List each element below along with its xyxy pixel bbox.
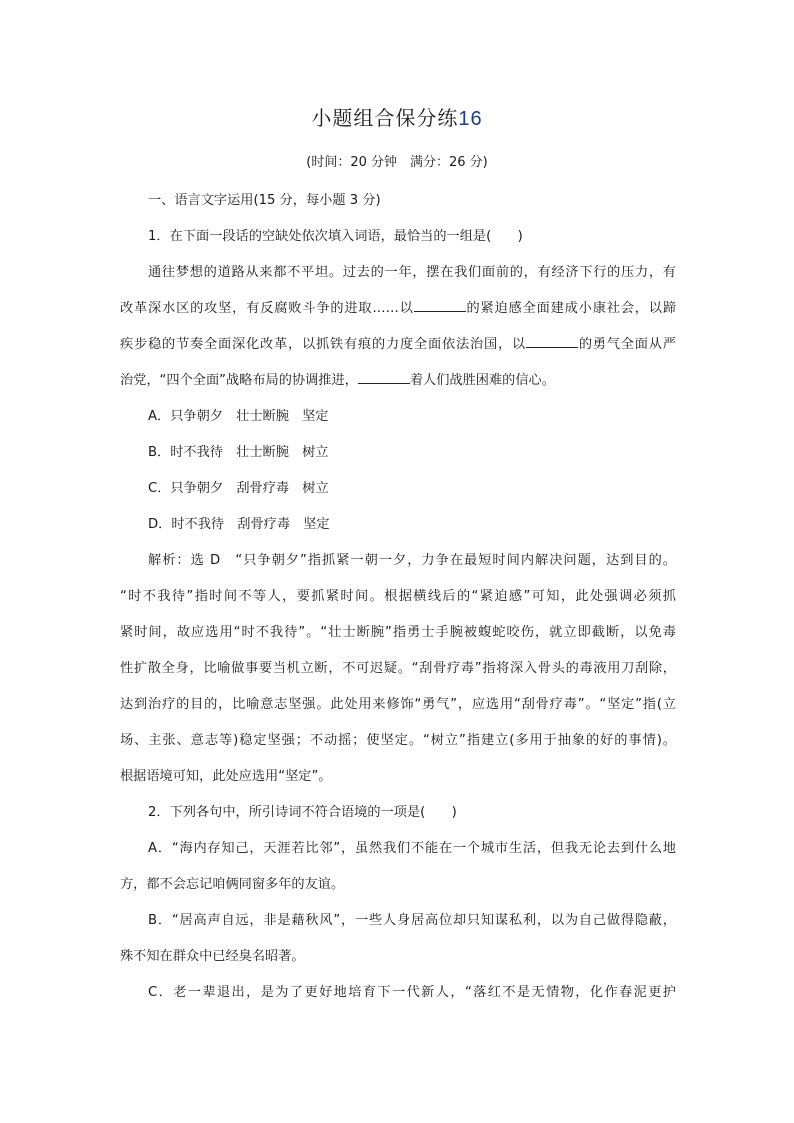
q1-passage-line-3: [120, 333, 676, 352]
q1-option-a: A．只争朝夕 壮士断腕 坚定: [148, 409, 329, 424]
q1-passage-line-1: 通往梦想的道路从来都不平坦。过去的一年，摆在我们面前的，有经济下行的压力，有: [148, 265, 676, 280]
section-heading: 一、语言文字运用(15 分，每小题 3 分): [148, 193, 381, 208]
time-score-info: (时间：20 分钟 满分：26 分): [306, 155, 488, 170]
q1-analysis-line-3: 紧时间，故应选用“时不我待”。“壮士断腕”指勇士手腕被蝮蛇咬伤，就立即截断，以免毒: [120, 625, 676, 640]
q1-analysis-line-6: 场、主张、意志等)稳定坚强；不动摇；使坚定。“树立”指建立(多用于抽象的好的事情)。: [120, 733, 676, 748]
q1-passage-text: 疾步稳的节奏全面深化改革，以抓铁有痕的力度全面依法治国，以: [120, 337, 526, 352]
q1-analysis-line-1: 解析：选 D “只争朝夕”指抓紧一朝一夕，力争在最短时间内解决问题，达到目的。: [148, 553, 676, 568]
page-title: [0, 102, 794, 131]
title-number: 16: [458, 108, 483, 130]
q1-passage-text: 着人们战胜困难的信心。: [409, 373, 555, 388]
q1-analysis-line-5: 达到治疗的目的，比喻意志坚强。此处用来修饰“勇气”，应选用“刮骨疗毒”。“坚定”指(立: [120, 697, 676, 712]
q1-passage-text: 改革深水区的攻坚，有反腐败斗争的进取……以: [120, 301, 414, 316]
q1-passage-line-2: [120, 297, 676, 316]
q2-option-b-line-2: 殊不知在群众中已经臭名昭著。: [120, 949, 305, 964]
q2-option-b-line-1: B．“居高声自远，非是藉秋风”，一些人身居高位却只知谋私利，以为自己做得隐蔽，: [148, 913, 676, 928]
q1-analysis-line-7: 根据语境可知，此处应选用“坚定”。: [120, 769, 332, 784]
q1-option-b: B．时不我待 壮士断腕 树立: [148, 445, 329, 460]
q2-option-a-line-2: 方，都不会忘记咱俩同窗多年的友谊。: [120, 877, 345, 892]
q1-option-c: C．只争朝夕 刮骨疗毒 树立: [148, 481, 329, 496]
q2-option-c-line-1: C．老一辈退出，是为了更好地培育下一代新人，“落红不是无情物，化作春泥更护: [148, 985, 676, 1000]
q1-option-d: D．时不我待 刮骨疗毒 坚定: [148, 517, 330, 532]
q2-option-a-line-1: A．“海内存知己，天涯若比邻”，虽然我们不能在一个城市生活，但我无论去到什么地: [148, 841, 676, 856]
title-text: 小题组合保分练: [311, 106, 459, 130]
question-2-stem: 2．下列各句中，所引诗词不符合语境的一项是( ): [148, 805, 457, 820]
q1-passage-text: 的勇气全面从严: [578, 337, 676, 352]
blank-3: [358, 372, 410, 384]
question-1-stem: 1．在下面一段话的空缺处依次填入词语，最恰当的一组是( ): [148, 229, 523, 244]
q1-analysis-line-4: 性扩散全身，比喻做事要当机立断，不可迟疑。“刮骨疗毒”指将深入骨头的毒液用刀刮除，: [120, 661, 676, 676]
q1-passage-text: 的紧迫感全面建成小康社会，以蹄: [465, 301, 677, 316]
q1-passage-line-4: [120, 369, 555, 388]
blank-2: [526, 336, 578, 348]
q1-passage-text: 治党，“四个全面”战略布局的协调推进，: [120, 373, 358, 388]
blank-1: [414, 300, 466, 312]
q1-analysis-line-2: “时不我待”指时间不等人，要抓紧时间。根据横线后的“紧迫感”可知，此处强调必须抓: [120, 589, 676, 604]
